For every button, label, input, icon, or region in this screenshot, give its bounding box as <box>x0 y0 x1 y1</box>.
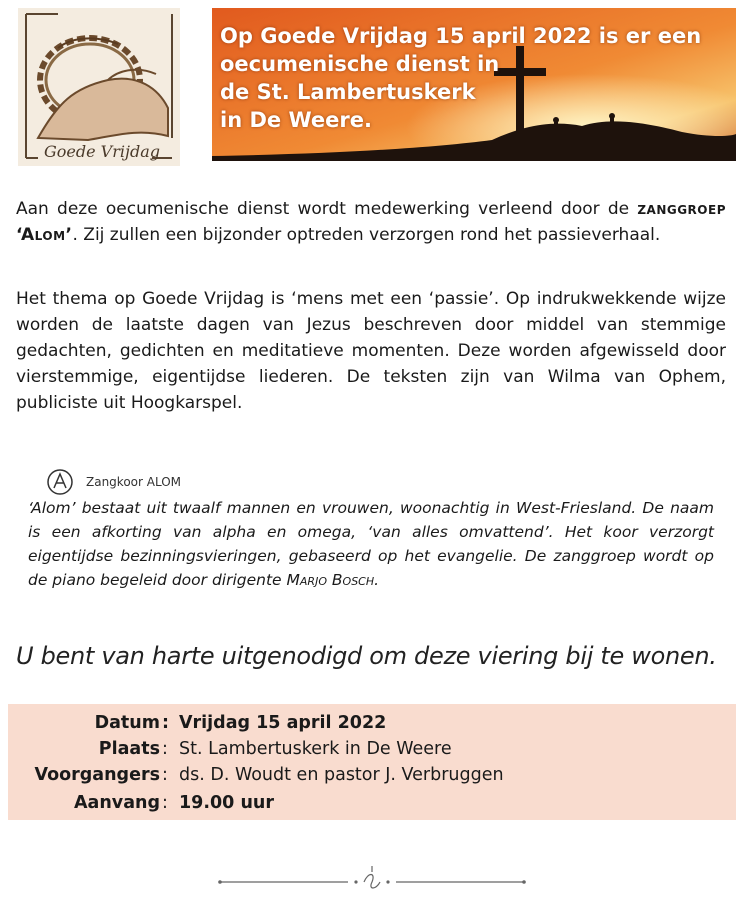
event-info-box <box>8 704 736 820</box>
info-colon: : <box>162 765 168 785</box>
alom-logo-label: Zangkoor ALOM <box>86 475 182 489</box>
event-banner <box>212 8 736 161</box>
info-value: 19.00 uur <box>179 793 274 813</box>
alom-logo-icon <box>46 468 74 496</box>
ornamental-divider-icon <box>212 862 532 892</box>
info-value: Vrijdag 15 april 2022 <box>179 713 387 733</box>
info-label: Aanvang <box>73 793 160 813</box>
info-value: St. Lambertuskerk in De Weere <box>179 739 452 759</box>
info-label: Voorgangers <box>34 765 160 785</box>
choir-quote <box>28 496 714 592</box>
quote-end: . <box>374 571 380 589</box>
intro-paragraph <box>16 196 726 248</box>
conductor-name: Marjo Bosch <box>286 571 375 589</box>
theme-paragraph: Het thema op Goede Vrijdag is ‘mens met een ‘passie’. Op indrukwekkende wijze worden de laatste dagen van Jezus beschreven door middel van stemmige gedachten, gedichten en meditatieve momenten. Deze worden afgewisseld door vierstemmige, eigentijdse liederen. De teksten zijn van Wilma van Ophem, publiciste uit Hoogkarspel. <box>16 289 726 413</box>
banner-text <box>220 22 720 134</box>
banner-line-3: de St. Lambertuskerk <box>220 80 476 104</box>
info-value: ds. D. Woudt en pastor J. Verbruggen <box>179 765 504 785</box>
invitation-text: U bent van harte uitgenodigd om deze viering bij te wonen. <box>16 642 717 670</box>
banner-line-1: Op Goede Vrijdag 15 april 2022 is er een <box>220 24 702 48</box>
info-colon: : <box>162 713 169 733</box>
info-label: Datum <box>94 713 160 733</box>
choir-name: zanggroep ‘Alom’ <box>16 199 726 245</box>
quote-text: ‘Alom’ bestaat uit twaalf mannen en vrouwen, woonachtig in West-Friesland. De naam is een afkorting van alpha en omega, ‘van alles omvattend’. Het koor verzorgt eigentijdse bezinningsvieringen, gebaseerd op het evangelie. De zanggroep wordt op de piano begeleid door dirigente <box>28 499 714 589</box>
intro-text-start: Aan deze oecumenische dienst wordt medewerking verleend door de <box>16 199 630 219</box>
intro-text-end: . Zij zullen een bijzonder optreden verzorgen rond het passieverhaal. <box>72 225 661 245</box>
banner-line-4: in De Weere. <box>220 108 372 132</box>
banner-line-2: oecumenische dienst in <box>220 52 500 76</box>
info-colon: : <box>162 793 168 813</box>
info-colon: : <box>162 739 168 759</box>
logo-caption: Goede Vrijdag <box>44 142 160 161</box>
goede-vrijdag-logo <box>18 8 180 166</box>
info-label: Plaats <box>98 739 160 759</box>
